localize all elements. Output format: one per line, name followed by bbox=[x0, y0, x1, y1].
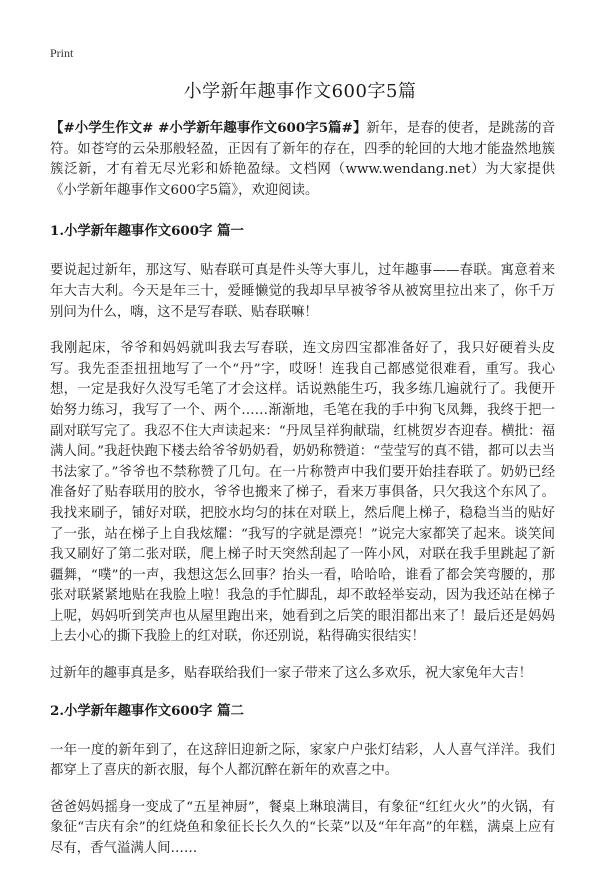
section-2-paragraph-1: 一年一度的新年到了，在这辞旧迎新之际，家家户户张灯结彩，人人喜气洋洋。我们都穿上了喜庆的新衣服，每个人都沉醉在新年的欢喜之中。 bbox=[50, 742, 555, 779]
page-title: 小学新年趣事作文600字5篇 bbox=[183, 81, 417, 102]
section-2-paragraph-2: 爸爸妈妈摇身一变成了“五星神厨”，餐桌上琳琅满目，有象征“红红火火”的火锅，有象征“吉庆有余”的红烧鱼和象征长长久久的“长菜”以及“年年高”的年糕，满桌上应有尽有，香气溢满人间…… bbox=[50, 799, 555, 857]
intro-paragraph bbox=[50, 118, 555, 201]
print-label[interactable]: Print bbox=[50, 46, 74, 60]
section-2-heading: 2.小学新年趣事作文600字 篇二 bbox=[50, 702, 244, 719]
section-1-paragraph-3: 过新年的趣事真是多，贴春联给我们一家子带来了这么多欢乐，祝大家兔年大吉！ bbox=[50, 666, 533, 682]
intro-text: 新年，是春的使者，是跳荡的音符。如苍穹的云朵那般轻盈，正因有了新年的存在，四季的轮回的大地才能盎然地簇簇泛新，才有着无尽光彩和娇艳盈绿。文档网（www.wendang.net）为大家提供《小学新年趣事作文600字5篇》，欢迎阅读。 bbox=[50, 121, 556, 198]
article-body bbox=[50, 118, 555, 876]
section-1-paragraph-2: 我刚起床，爷爷和妈妈就叫我去写春联，连文房四宝都准备好了，我只好硬着头皮写。我先歪歪扭扭地写了一个“丹”字，哎呀！连我自己都感觉很难看，重写。我心想，一定是我好久没写毛笔了才会这样。话说熟能生巧，我多练几遍就行了。我便开始努力练习，我写了一个、两个……渐渐地，毛笔在我的手中狗飞凤舞，我终于把一副对联写完了。我忍不住大声读起来：“丹凤呈祥狗献瑞，红桃贺岁杏迎春。横批：福满人间。”我赶快跑下楼去给爷爷奶奶看，奶奶称赞道：“莹莹写的真不错，都可以去当书法家了。”爷爷也不禁称赞了几句。在一片称赞声中我们要开始挂春联了。奶奶已经准备好了贴春联用的胶水，爷爷也搬来了梯子，看来万事俱备，只欠我这个东风了。我找来刷子，铺好对联，把胶水均匀的抹在对联上，然后爬上梯子，稳稳当当的贴好了一张，站在梯子上自我炫耀：“我写的字就是漂亮！”说完大家都笑了起来。谈笑间我又刷好了第二张对联，爬上梯子时天突然刮起了一阵小风，对联在我手里跳起了新疆舞，“噗”的一声，我想这怎么回事？抬头一看，哈哈哈，谁看了都会笑弯腰的，那张对联紧紧地贴在我脸上啦！我急的手忙脚乱，却不敢轻举妄动，因为我还站在梯子上呢，妈妈听到笑声也从屋里跑出来，她看到之后笑的眼泪都出来了！最后还是妈妈上去小心的撕下我脸上的红对联，你还别说，粘得确实很结实！ bbox=[50, 341, 555, 645]
section-1-heading: 1.小学新年趣事作文600字 篇一 bbox=[50, 223, 244, 240]
intro-tag: 【#小学生作文# #小学新年趣事作文600字5篇#】 bbox=[50, 120, 367, 136]
section-1-paragraph-1: 要说起过新年，那这写、贴春联可真是件头等大事儿，过年趣事——春联。寓意着来年大吉大利。今天是年三十，爱睡懒觉的我却早早被爷爷从被窝里拉出来了，你千万别问为什么，嗨，这不是写春联、贴春联嘛！ bbox=[50, 263, 555, 320]
